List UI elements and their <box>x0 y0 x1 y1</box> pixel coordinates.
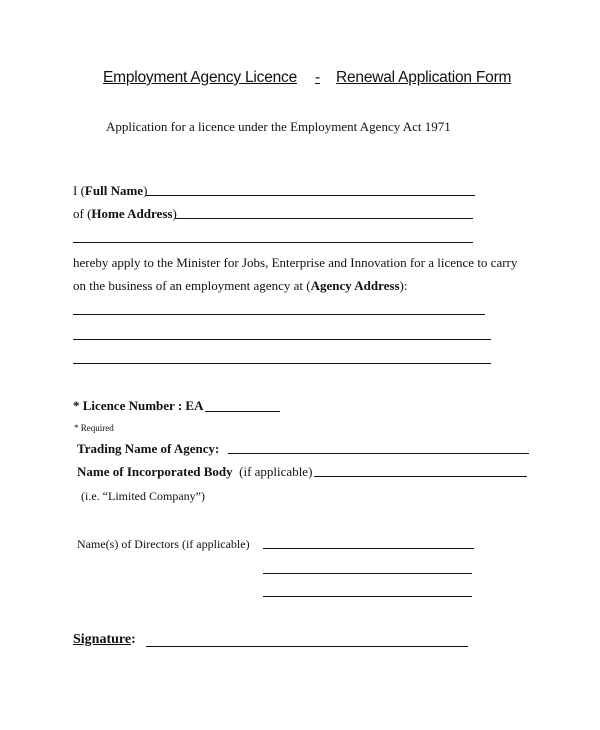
incorporated-field[interactable] <box>314 476 527 477</box>
of-prefix: of ( <box>73 206 92 221</box>
apply-line-1: hereby apply to the Minister for Jobs, Enterprise and Innovation for a licence to carry <box>73 255 518 270</box>
title-left: Employment Agency Licence <box>103 69 298 86</box>
incorporated-label <box>77 464 312 480</box>
apply-line-2-suffix: ): <box>399 278 408 293</box>
limited-company-note: (i.e. “Limited Company”) <box>81 489 205 503</box>
director-field-1[interactable] <box>263 548 474 549</box>
licence-number-label: * Licence Number : EA <box>73 398 204 413</box>
if-applicable-text: (if applicable) <box>239 464 313 479</box>
form-subtitle: Application for a licence under the Employment Agency Act 1971 <box>106 119 451 134</box>
home-address-label <box>73 206 177 222</box>
home-address-text: Home Address <box>91 206 173 221</box>
full-name-text: Full Name <box>84 183 144 198</box>
signature-field[interactable] <box>146 646 468 647</box>
agency-address-text: Agency Address <box>310 278 400 293</box>
title-right: Renewal Application Form <box>336 69 512 86</box>
close-paren: ) <box>172 206 177 221</box>
apply-line-2 <box>73 278 407 294</box>
close-paren: ) <box>143 183 148 198</box>
required-note: * Required <box>74 423 114 433</box>
signature-text: Signature <box>73 632 132 647</box>
apply-line-2-prefix: on the business of an employment agency at ( <box>73 278 311 293</box>
licence-number-field[interactable] <box>205 411 280 412</box>
incorporated-text: Name of Incorporated Body <box>77 464 233 479</box>
i-prefix: I ( <box>73 183 85 198</box>
signature-colon: : <box>131 632 136 647</box>
title-dash: - <box>315 69 320 86</box>
home-address-field-2[interactable] <box>73 242 473 243</box>
full-name-field[interactable] <box>146 195 475 196</box>
agency-address-field-2[interactable] <box>73 339 491 340</box>
signature-label <box>73 632 136 648</box>
agency-address-field-3[interactable] <box>73 363 491 364</box>
agency-address-field-1[interactable] <box>73 314 485 315</box>
trading-name-field[interactable] <box>228 453 529 454</box>
director-field-2[interactable] <box>263 573 472 574</box>
full-name-label <box>73 183 147 199</box>
form-title <box>103 69 511 87</box>
director-field-3[interactable] <box>263 596 472 597</box>
trading-name-label: Trading Name of Agency: <box>77 441 220 456</box>
home-address-field[interactable] <box>175 218 473 219</box>
directors-label: Name(s) of Directors (if applicable) <box>77 537 250 551</box>
